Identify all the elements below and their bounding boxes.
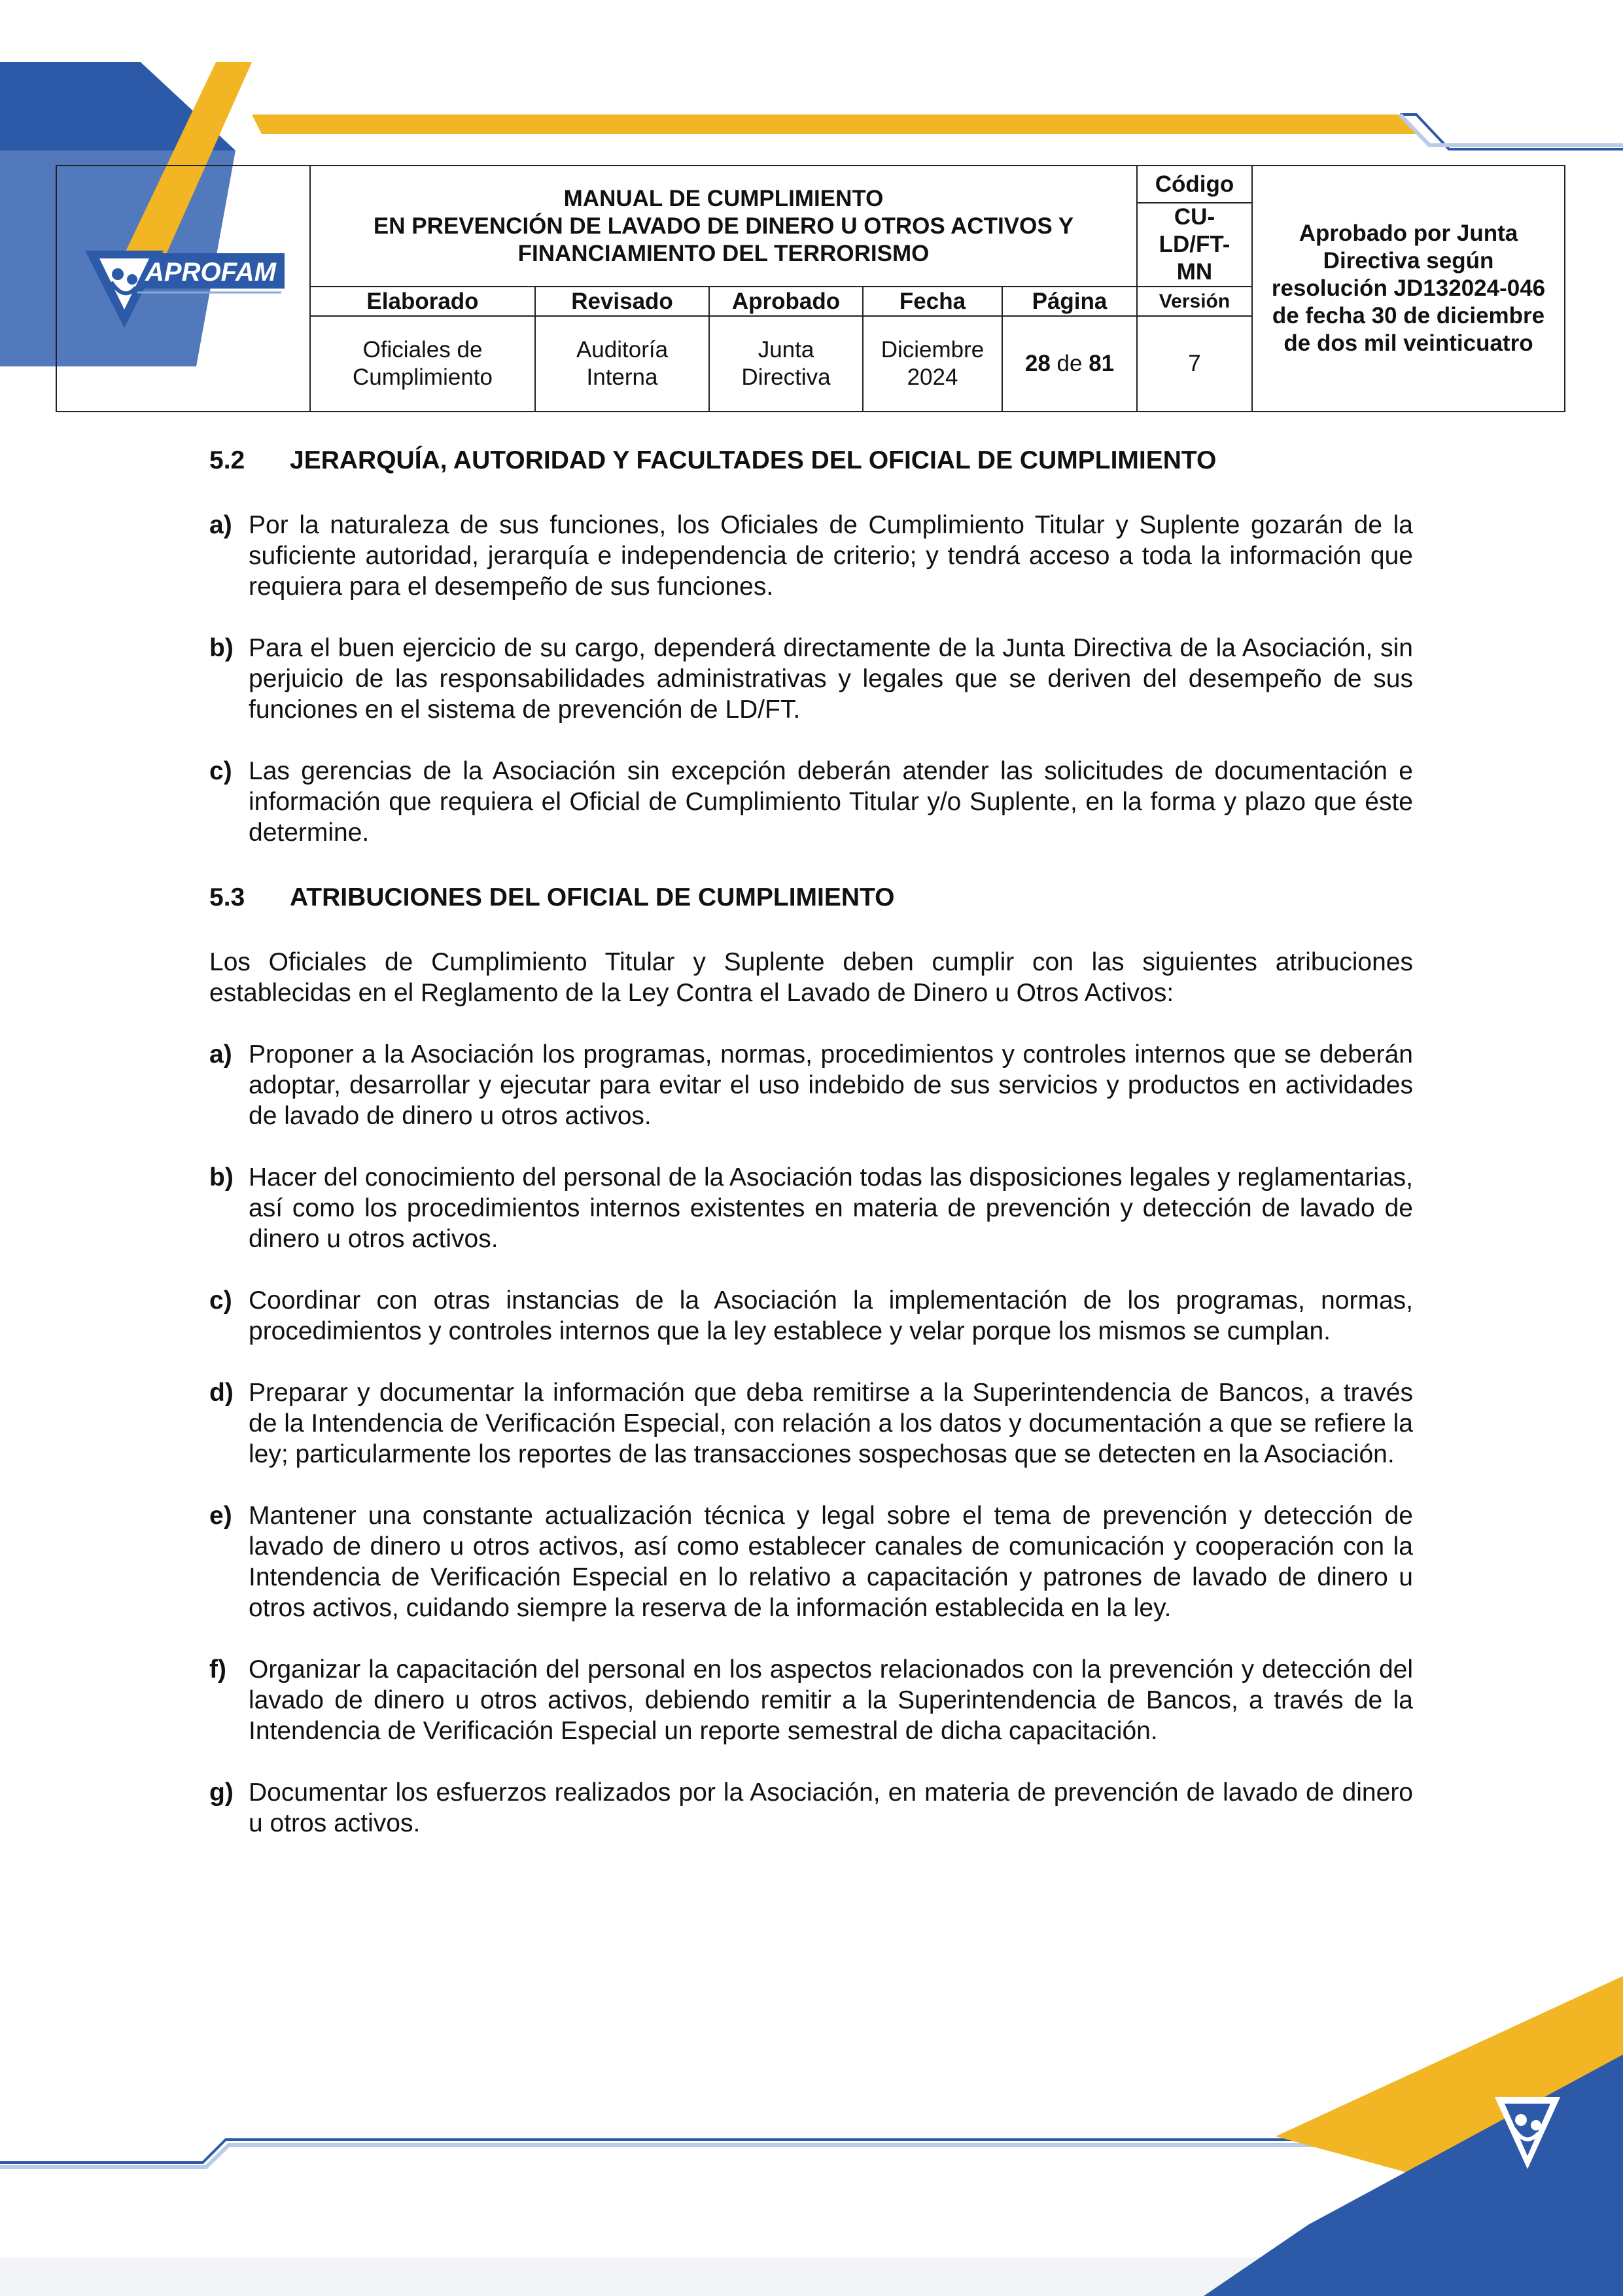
list-item	[209, 1039, 1413, 1131]
item-text: Las gerencias de la Asociación sin excepción deberán atender las solicitudes de documentación e información que requiera el Oficial de Cumplimiento Titular y/o Suplente, en la forma y plazo que éste determine.	[249, 757, 1413, 847]
item-letter: g)	[209, 1778, 234, 1807]
item-letter: f)	[209, 1655, 226, 1684]
fecha-value	[863, 316, 1002, 412]
item-letter: e)	[209, 1502, 232, 1530]
item-letter: a)	[209, 511, 232, 539]
item-text: Organizar la capacitación del personal en los aspectos relacionados con la prevención y detección del lavado de dinero u otros activos, debiendo remitir a la Superintendencia de Bancos, a través de la Intendencia de Verificación Especial un reporte semestral de dicha capacitación.	[249, 1655, 1413, 1745]
page-total: 81	[1089, 351, 1115, 376]
item-text: Proponer a la Asociación los programas, normas, procedimientos y controles internos que se deberán adoptar, desarrollar y ejecutar para evitar el uso indebido de sus servicios y productos en actividades de lavado de dinero u otros activos.	[249, 1040, 1413, 1130]
section-5-3-heading	[209, 882, 1413, 913]
title-line-2: EN PREVENCIÓN DE LAVADO DE DINERO U OTROS ACTIVOS Y	[373, 213, 1074, 239]
item-text: Documentar los esfuerzos realizados por la Asociación, en materia de prevención de lavado de dinero u otros activos.	[249, 1778, 1413, 1837]
list-item	[209, 1162, 1413, 1254]
item-letter: b)	[209, 634, 234, 662]
item-letter: b)	[209, 1163, 234, 1192]
approval-line-1: Aprobado por Junta	[1299, 221, 1518, 246]
revisado-value	[535, 316, 709, 412]
revisado-line-1: Auditoría	[576, 337, 669, 362]
aprofam-logo	[72, 236, 294, 334]
approval-line-3: resolución JD132024-046	[1271, 275, 1546, 301]
section-number: 5.3	[209, 883, 245, 911]
approval-note	[1252, 166, 1565, 412]
revisado-line-2: Interna	[586, 364, 658, 390]
version-value: 7	[1137, 316, 1252, 412]
aprobado-line-2: Directiva	[741, 364, 831, 390]
bottom-decorative-band	[0, 1976, 1623, 2296]
logo-text: APROFAM	[145, 258, 276, 287]
title-line-1: MANUAL DE CUMPLIMIENTO	[563, 185, 884, 211]
list-item	[209, 510, 1413, 602]
code-value: CU-LD/FT-MN	[1137, 203, 1252, 287]
item-letter: a)	[209, 1040, 232, 1069]
col-elaborado-label: Elaborado	[310, 287, 535, 316]
section-number: 5.2	[209, 446, 245, 474]
section-intro: Los Oficiales de Cumplimiento Titular y Suplente deben cumplir con las siguientes atribuciones establecidas en el Reglamento de la Ley Contra el Lavado de Dinero u Otros Activos:	[209, 948, 1413, 1007]
item-text: Coordinar con otras instancias de la Asociación la implementación de los programas, normas, procedimientos y controles internos que la ley establece y velar porque los mismos se cumplan.	[249, 1286, 1413, 1345]
list-item	[209, 1500, 1413, 1623]
page-number	[1002, 316, 1137, 412]
page-current: 28	[1024, 351, 1051, 376]
section-5-2-heading	[209, 445, 1413, 476]
item-letter: d)	[209, 1379, 234, 1407]
elaborado-value	[310, 316, 535, 412]
approval-line-2: Directiva según	[1323, 248, 1494, 274]
col-aprobado-label: Aprobado	[709, 287, 863, 316]
page-of: de	[1056, 351, 1083, 376]
list-item	[209, 633, 1413, 725]
col-version-label: Versión	[1137, 287, 1252, 316]
document-title	[310, 166, 1137, 287]
fecha-line-2: 2024	[907, 364, 958, 390]
elaborado-line-1: Oficiales de	[362, 337, 483, 362]
list-item	[209, 1777, 1413, 1839]
aprobado-value	[709, 316, 863, 412]
list-item	[209, 756, 1413, 848]
item-text: Por la naturaleza de sus funciones, los Oficiales de Cumplimiento Titular y Suplente gozarán de la suficiente autoridad, jerarquía e independencia de criterio; y tendrá acceso a toda la información que requiera para el desempeño de sus funciones.	[249, 511, 1413, 601]
approval-line-5: de dos mil veinticuatro	[1283, 330, 1533, 356]
item-letter: c)	[209, 757, 232, 785]
col-revisado-label: Revisado	[535, 287, 709, 316]
col-fecha-label: Fecha	[863, 287, 1002, 316]
list-item	[209, 1654, 1413, 1746]
section-title: JERARQUÍA, AUTORIDAD Y FACULTADES DEL OFICIAL DE CUMPLIMIENTO	[290, 446, 1217, 474]
logo-cell	[56, 166, 310, 412]
document-body	[209, 445, 1413, 1869]
title-line-3: FINANCIAMIENTO DEL TERRORISMO	[517, 240, 930, 266]
item-text: Mantener una constante actualización técnica y legal sobre el tema de prevención y detección de lavado de dinero u otros activos, así como establecer canales de comunicación y cooperación con la Intendencia de Verificación Especial en lo relativo a capacitación y patrones de lavado de dinero u otros activos, cuidando siempre la reserva de la información establecida en la ley.	[249, 1502, 1413, 1622]
item-letter: c)	[209, 1286, 232, 1315]
list-item	[209, 1377, 1413, 1470]
aprobado-line-1: Junta	[758, 337, 814, 362]
item-text: Para el buen ejercicio de su cargo, dependerá directamente de la Junta Directiva de la Asociación, sin perjuicio de las responsabilidades administrativas y legales que se deriven del desempeño de sus funciones en el sistema de prevención de LD/FT.	[249, 634, 1413, 724]
code-label: Código	[1137, 166, 1252, 203]
elaborado-line-2: Cumplimiento	[353, 364, 493, 390]
document-header-table	[56, 165, 1565, 412]
item-text: Preparar y documentar la información que deba remitirse a la Superintendencia de Bancos, a través de la Intendencia de Verificación Especial, con relación a los datos y documentación a que se refiere la ley; particularmente los reportes de las transacciones sospechosas que se detecten en la Asociación.	[249, 1379, 1413, 1468]
approval-line-4: de fecha 30 de diciembre	[1272, 303, 1545, 328]
col-pagina-label: Página	[1002, 287, 1137, 316]
list-item	[209, 1285, 1413, 1347]
section-title: ATRIBUCIONES DEL OFICIAL DE CUMPLIMIENTO	[290, 883, 895, 911]
item-text: Hacer del conocimiento del personal de la Asociación todas las disposiciones legales y reglamentarias, así como los procedimientos internos existentes en materia de prevención y detección de lavado de dinero u otros activos.	[249, 1163, 1413, 1253]
fecha-line-1: Diciembre	[881, 337, 985, 362]
